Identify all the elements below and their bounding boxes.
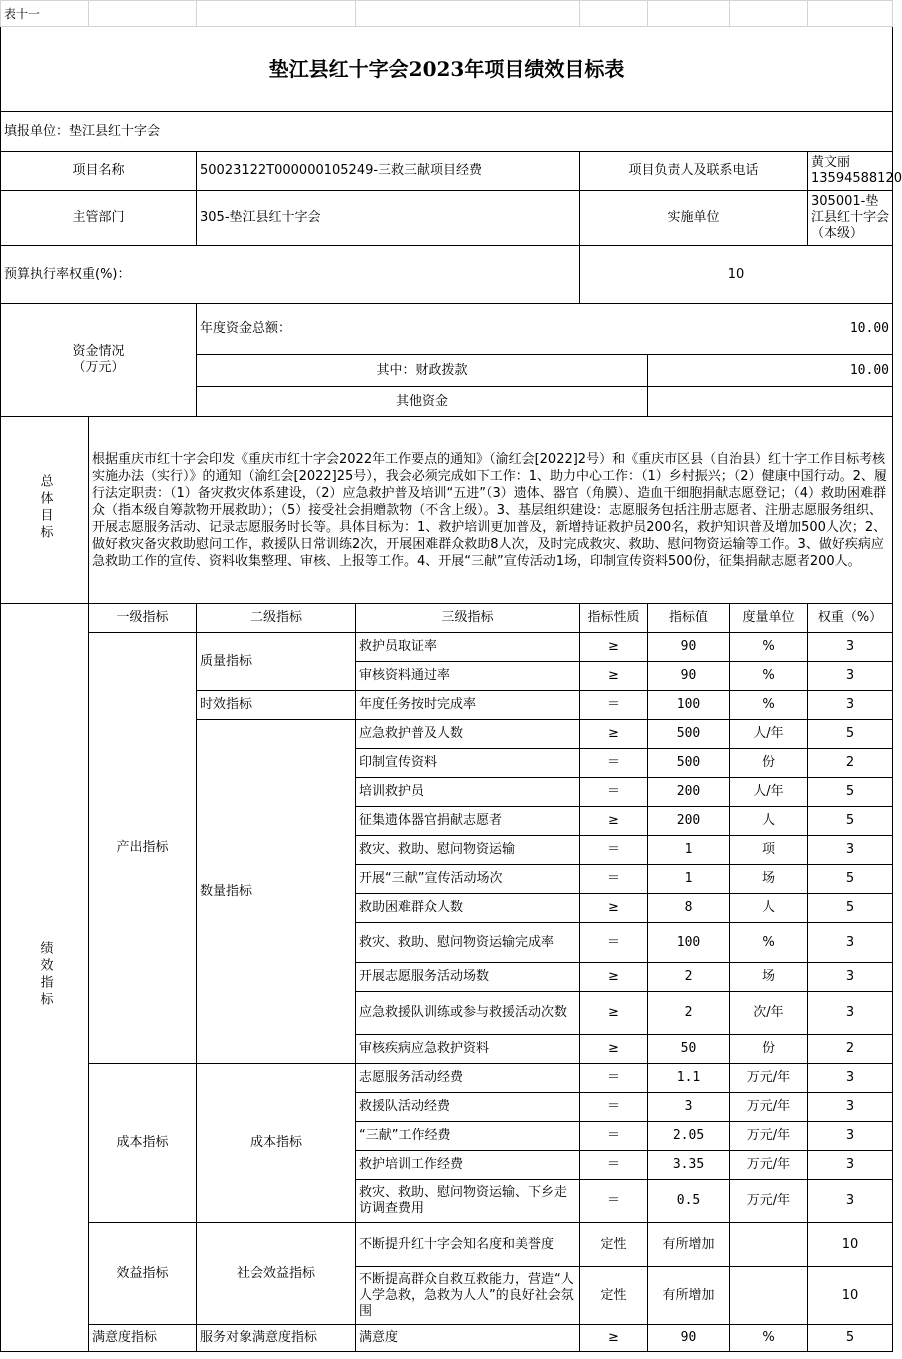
- indicator-nature: ＝: [580, 1180, 648, 1223]
- indicator-nature: ＝: [580, 778, 648, 807]
- indicator-name: 审核资料通过率: [356, 662, 580, 691]
- indicator-nature: ≥: [580, 807, 648, 836]
- indicator-weight: 3: [808, 963, 893, 992]
- indicator-name: 救护员取证率: [356, 633, 580, 662]
- funds-total-label-text: 年度资金总额：: [200, 321, 292, 336]
- funds-total-label: [197, 304, 893, 355]
- col-header-level3: 三级指标: [356, 604, 580, 633]
- indicator-weight: 3: [808, 1064, 893, 1093]
- indicator-name: “三献”工作经费: [356, 1122, 580, 1151]
- indicator-value: 50: [648, 1035, 730, 1064]
- indicator-nature: 定性: [580, 1267, 648, 1325]
- col-header-value: 指标值: [648, 604, 730, 633]
- indicator-nature: ＝: [580, 836, 648, 865]
- funds-other-value: [648, 387, 893, 417]
- page-title: 垫江县红十字会2023年项目绩效目标表: [1, 27, 893, 112]
- indicator-unit: %: [730, 691, 808, 720]
- project-name-value: 50023122T000000105249-三救三献项目经费: [197, 152, 580, 191]
- indicator-name: 满意度: [356, 1325, 580, 1352]
- table-tag: 表十一: [1, 1, 89, 27]
- level2-service: 服务对象满意度指标: [197, 1325, 356, 1352]
- indicator-weight: 3: [808, 1093, 893, 1122]
- indicator-name: 救援队活动经费: [356, 1093, 580, 1122]
- indicator-name: 救灾、救助、慰问物资运输: [356, 836, 580, 865]
- indicator-value: 1.1: [648, 1064, 730, 1093]
- indicator-name: 不断提升红十字会知名度和美誉度: [356, 1223, 580, 1267]
- indicator-name: 培训救护员: [356, 778, 580, 807]
- indicator-value: 3.35: [648, 1151, 730, 1180]
- indicator-nature: ≥: [580, 662, 648, 691]
- indicator-weight: 5: [808, 865, 893, 894]
- col-header-weight: 权重（%）: [808, 604, 893, 633]
- indicator-unit: [730, 1267, 808, 1325]
- indicator-unit: %: [730, 923, 808, 963]
- indicator-unit: [730, 1223, 808, 1267]
- indicators-section-text: 绩效指标: [37, 941, 53, 1009]
- indicator-nature: ＝: [580, 1151, 648, 1180]
- indicator-nature: ＝: [580, 691, 648, 720]
- dept-value: 305-垫江县红十字会: [197, 191, 580, 246]
- level1-output: 产出指标: [89, 633, 197, 1064]
- indicator-unit: 人/年: [730, 720, 808, 749]
- level2-social: 社会效益指标: [197, 1223, 356, 1325]
- indicator-weight: 3: [808, 836, 893, 865]
- indicator-nature: ≥: [580, 963, 648, 992]
- budget-weight-value: 10: [580, 246, 893, 304]
- indicator-value: 500: [648, 720, 730, 749]
- indicators-section-label: [1, 604, 89, 1352]
- level2-timeliness: 时效指标: [197, 691, 356, 720]
- indicator-name: 征集遗体器官捐献志愿者: [356, 807, 580, 836]
- dept-label: 主管部门: [1, 191, 197, 246]
- indicator-unit: %: [730, 1325, 808, 1352]
- level2-cost: 成本指标: [197, 1064, 356, 1223]
- indicator-unit: 人/年: [730, 778, 808, 807]
- indicator-value: 有所增加: [648, 1223, 730, 1267]
- indicator-unit: 人: [730, 807, 808, 836]
- level1-benefit: 效益指标: [89, 1223, 197, 1325]
- level2-quantity: 数量指标: [197, 720, 356, 1064]
- indicator-value: 8: [648, 894, 730, 923]
- indicator-unit: 份: [730, 749, 808, 778]
- indicator-nature: 定性: [580, 1223, 648, 1267]
- indicator-weight: 3: [808, 1151, 893, 1180]
- indicator-value: 有所增加: [648, 1267, 730, 1325]
- funds-other-label: 其他资金: [197, 387, 648, 417]
- indicator-name: 印制宣传资料: [356, 749, 580, 778]
- budget-weight-label: 预算执行率权重(%)：: [1, 246, 580, 304]
- indicator-value: 90: [648, 1325, 730, 1352]
- indicator-unit: 万元/年: [730, 1180, 808, 1223]
- col-header-level1: 一级指标: [89, 604, 197, 633]
- funds-fiscal-value: 10.00: [648, 355, 893, 387]
- level1-satisfaction: 满意度指标: [89, 1325, 197, 1352]
- indicator-unit: 次/年: [730, 992, 808, 1035]
- indicator-name: 审核疾病应急救护资料: [356, 1035, 580, 1064]
- indicator-weight: 3: [808, 662, 893, 691]
- indicator-weight: 5: [808, 778, 893, 807]
- indicator-unit: 场: [730, 963, 808, 992]
- indicator-name: 应急救护普及人数: [356, 720, 580, 749]
- indicator-value: 90: [648, 633, 730, 662]
- indicator-unit: 万元/年: [730, 1151, 808, 1180]
- reporting-unit: 填报单位：垫江县红十字会: [1, 112, 893, 152]
- indicator-weight: 5: [808, 1325, 893, 1352]
- indicator-weight: 3: [808, 633, 893, 662]
- indicator-unit: 项: [730, 836, 808, 865]
- indicator-name: 志愿服务活动经费: [356, 1064, 580, 1093]
- indicator-value: 2.05: [648, 1122, 730, 1151]
- funds-total-value: 10.00: [849, 321, 889, 336]
- indicator-weight: 5: [808, 807, 893, 836]
- indicator-nature: ＝: [580, 923, 648, 963]
- indicator-name: 救灾、救助、慰问物资运输完成率: [356, 923, 580, 963]
- indicator-weight: 3: [808, 923, 893, 963]
- indicator-name: 救护培训工作经费: [356, 1151, 580, 1180]
- level1-cost: 成本指标: [89, 1064, 197, 1223]
- goal-label-text: 总体目标: [37, 473, 53, 542]
- indicator-value: 0.5: [648, 1180, 730, 1223]
- indicator-name: 开展“三献”宣传活动场次: [356, 865, 580, 894]
- goal-label: [1, 417, 89, 604]
- indicator-nature: ≥: [580, 720, 648, 749]
- indicator-unit: 万元/年: [730, 1122, 808, 1151]
- indicator-value: 2: [648, 992, 730, 1035]
- indicator-weight: 3: [808, 1180, 893, 1223]
- funds-label-line2: （万元）: [72, 360, 125, 375]
- indicator-value: 1: [648, 865, 730, 894]
- indicator-unit: 份: [730, 1035, 808, 1064]
- indicator-value: 2: [648, 963, 730, 992]
- col-header-nature: 指标性质: [580, 604, 648, 633]
- indicator-name: 救助困难群众人数: [356, 894, 580, 923]
- indicator-value: 200: [648, 807, 730, 836]
- indicator-unit: 万元/年: [730, 1064, 808, 1093]
- indicator-weight: 3: [808, 992, 893, 1035]
- indicator-value: 500: [648, 749, 730, 778]
- indicator-weight: 10: [808, 1223, 893, 1267]
- indicator-value: 100: [648, 923, 730, 963]
- col-header-level2: 二级指标: [197, 604, 356, 633]
- impl-unit-label: 实施单位: [580, 191, 808, 246]
- indicator-weight: 10: [808, 1267, 893, 1325]
- level2-quality: 质量指标: [197, 633, 356, 691]
- indicator-name: 开展志愿服务活动场数: [356, 963, 580, 992]
- indicator-unit: 人: [730, 894, 808, 923]
- indicator-weight: 3: [808, 691, 893, 720]
- indicator-nature: ≥: [580, 992, 648, 1035]
- project-contact-label: 项目负责人及联系电话: [580, 152, 808, 191]
- indicator-nature: ≥: [580, 1035, 648, 1064]
- indicator-weight: 5: [808, 894, 893, 923]
- impl-unit-value: 305001-垫江县红十字会（本级）: [808, 191, 893, 246]
- indicator-nature: ≥: [580, 633, 648, 662]
- funds-label: [1, 304, 197, 417]
- funds-fiscal-label: 其中：财政拨款: [197, 355, 648, 387]
- indicator-value: 3: [648, 1093, 730, 1122]
- col-header-unit: 度量单位: [730, 604, 808, 633]
- indicator-value: 200: [648, 778, 730, 807]
- indicator-unit: 万元/年: [730, 1093, 808, 1122]
- indicator-weight: 5: [808, 720, 893, 749]
- indicator-nature: ＝: [580, 749, 648, 778]
- goal-text: 根据重庆市红十字会印发《重庆市红十字会2022年工作要点的通知》（渝红会[2022]2号）和《重庆市区县（自治县）红十字工作目标考核实施办法（实行）》的通知（渝红会[2022]25号），我会必须完成如下工作：1、助力中心工作：（1）乡村振兴；（2）健康中国行动。2、履行法定职责：（1）备灾救灾体系建设，（2）应急救护普及培训“五进”（3）遗体、器官（角膜）、造血干细胞捐献志愿登记；（4）救助困难群众（指本级自筹款物开展救助）；（5）接受社会捐赠款物（不含上级）。3、基层组织建设：志愿服务包括注册志愿者、注册志愿服务组织、开展志愿服务活动、记录志愿服务时长等。具体目标为：1、救护培训更加普及，新增持证救护员200名，救护知识普及增加500人次；2、做好救灾备灾救助慰问工作，救援队日常训练2次，开展困难群众救助8人次，及时完成救灾、救助、慰问物资运输等工作。3、做好疾病应急救助工作的宣传、资料收集整理、审核、上报等工作。4、开展“三献”宣传活动1场，印制宣传资料500份，征集捐献志愿者200人。: [89, 417, 893, 604]
- indicator-unit: %: [730, 662, 808, 691]
- funds-label-line1: 资金情况: [72, 344, 125, 359]
- project-name-label: 项目名称: [1, 152, 197, 191]
- indicator-name: 年度任务按时完成率: [356, 691, 580, 720]
- indicator-name: 不断提高群众自救互救能力，营造“人人学急救，急救为人人”的良好社会氛围: [356, 1267, 580, 1325]
- indicator-nature: ＝: [580, 1122, 648, 1151]
- indicator-unit: %: [730, 633, 808, 662]
- indicator-nature: ＝: [580, 865, 648, 894]
- project-contact-value: 黄文丽13594588120: [808, 152, 893, 191]
- indicator-unit: 场: [730, 865, 808, 894]
- indicator-nature: ＝: [580, 1064, 648, 1093]
- indicator-value: 1: [648, 836, 730, 865]
- indicator-nature: ≥: [580, 894, 648, 923]
- indicator-weight: 2: [808, 1035, 893, 1064]
- indicator-name: 应急救援队训练或参与救援活动次数: [356, 992, 580, 1035]
- indicator-value: 100: [648, 691, 730, 720]
- indicator-value: 90: [648, 662, 730, 691]
- indicator-name: 救灾、救助、慰问物资运输、下乡走访调查费用: [356, 1180, 580, 1223]
- indicator-nature: ≥: [580, 1325, 648, 1352]
- indicator-weight: 3: [808, 1122, 893, 1151]
- indicator-weight: 2: [808, 749, 893, 778]
- indicator-nature: ＝: [580, 1093, 648, 1122]
